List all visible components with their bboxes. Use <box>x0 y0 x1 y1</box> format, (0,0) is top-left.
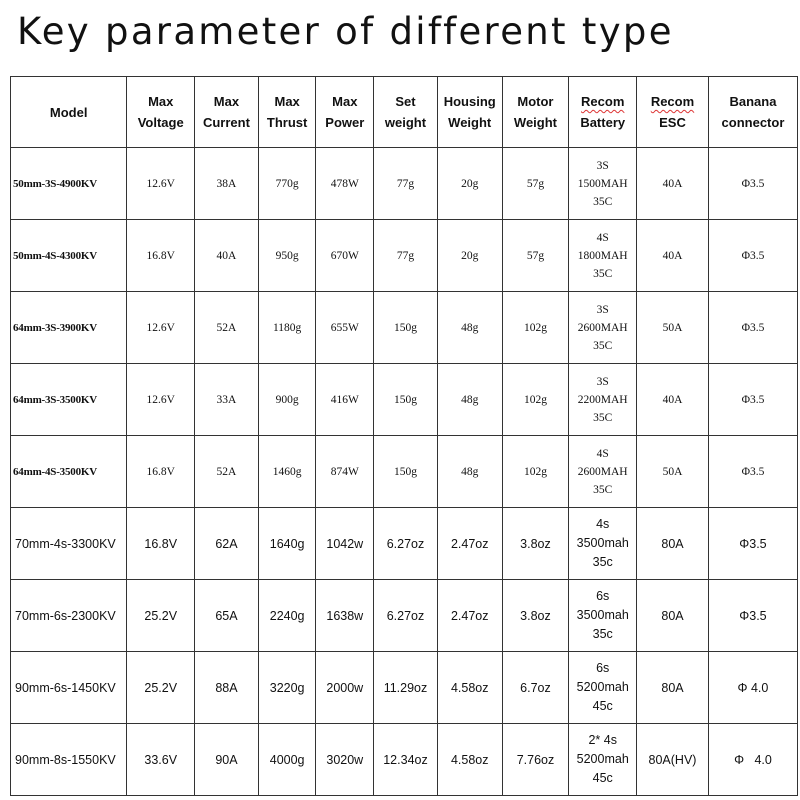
cell-model: 50mm-3S-4900KV <box>11 148 127 220</box>
cell-connector: Φ3.5 <box>708 292 797 364</box>
cell-thrust: 1180g <box>258 292 316 364</box>
cell-battery: 3S 2200MAH 35C <box>569 364 637 436</box>
cell-esc: 80A <box>637 580 709 652</box>
cell-voltage: 12.6V <box>127 364 195 436</box>
cell-connector: Φ3.5 <box>708 148 797 220</box>
cell-power: 670W <box>316 220 374 292</box>
cell-set-weight: 150g <box>374 436 438 508</box>
cell-model: 90mm-8s-1550KV <box>11 724 127 796</box>
cell-set-weight: 12.34oz <box>374 724 438 796</box>
cell-housing-weight: 4.58oz <box>437 652 502 724</box>
cell-power: 416W <box>316 364 374 436</box>
cell-thrust: 4000g <box>258 724 316 796</box>
cell-motor-weight: 102g <box>502 364 569 436</box>
table-row <box>11 292 798 364</box>
cell-thrust: 2240g <box>258 580 316 652</box>
cell-set-weight: 150g <box>374 364 438 436</box>
cell-esc: 80A <box>637 508 709 580</box>
cell-current: 33A <box>195 364 259 436</box>
header-max-voltage: Max Voltage <box>127 77 195 148</box>
cell-model: 64mm-3S-3500KV <box>11 364 127 436</box>
header-max-thrust: Max Thrust <box>258 77 316 148</box>
cell-model: 50mm-4S-4300KV <box>11 220 127 292</box>
table-row <box>11 364 798 436</box>
header-recom-battery: Recom Battery <box>569 77 637 148</box>
header-model: Model <box>11 77 127 148</box>
cell-current: 90A <box>195 724 259 796</box>
cell-set-weight: 77g <box>374 148 438 220</box>
header-max-power: Max Power <box>316 77 374 148</box>
cell-housing-weight: 48g <box>437 292 502 364</box>
cell-esc: 80A(HV) <box>637 724 709 796</box>
cell-connector: Φ3.5 <box>708 364 797 436</box>
header-banana-connector: Banana connector <box>708 77 797 148</box>
header-max-current: Max Current <box>195 77 259 148</box>
cell-motor-weight: 6.7oz <box>502 652 569 724</box>
cell-battery: 6s 3500mah 35c <box>569 580 637 652</box>
cell-power: 874W <box>316 436 374 508</box>
cell-battery: 3S 1500MAH 35C <box>569 148 637 220</box>
cell-housing-weight: 20g <box>437 220 502 292</box>
cell-current: 52A <box>195 436 259 508</box>
cell-esc: 50A <box>637 292 709 364</box>
cell-power: 655W <box>316 292 374 364</box>
cell-motor-weight: 57g <box>502 220 569 292</box>
cell-housing-weight: 2.47oz <box>437 580 502 652</box>
cell-housing-weight: 48g <box>437 364 502 436</box>
cell-set-weight: 77g <box>374 220 438 292</box>
cell-motor-weight: 7.76oz <box>502 724 569 796</box>
cell-current: 62A <box>195 508 259 580</box>
cell-thrust: 900g <box>258 364 316 436</box>
cell-thrust: 1460g <box>258 436 316 508</box>
cell-voltage: 25.2V <box>127 580 195 652</box>
cell-power: 2000w <box>316 652 374 724</box>
cell-set-weight: 6.27oz <box>374 580 438 652</box>
cell-set-weight: 6.27oz <box>374 508 438 580</box>
cell-current: 65A <box>195 580 259 652</box>
table-row <box>11 148 798 220</box>
cell-voltage: 12.6V <box>127 148 195 220</box>
cell-connector: Φ3.5 <box>708 436 797 508</box>
cell-thrust: 1640g <box>258 508 316 580</box>
cell-housing-weight: 4.58oz <box>437 724 502 796</box>
cell-voltage: 25.2V <box>127 652 195 724</box>
cell-model: 90mm-6s-1450KV <box>11 652 127 724</box>
cell-esc: 40A <box>637 364 709 436</box>
header-motor-weight: Motor Weight <box>502 77 569 148</box>
cell-battery: 6s 5200mah 45c <box>569 652 637 724</box>
cell-current: 40A <box>195 220 259 292</box>
cell-battery: 2* 4s 5200mah 45c <box>569 724 637 796</box>
cell-esc: 50A <box>637 436 709 508</box>
cell-connector: Φ 4.0 <box>708 652 797 724</box>
table-row <box>11 724 798 796</box>
header-recom-esc: Recom ESC <box>637 77 709 148</box>
table-row <box>11 436 798 508</box>
cell-housing-weight: 2.47oz <box>437 508 502 580</box>
cell-thrust: 770g <box>258 148 316 220</box>
cell-power: 1638w <box>316 580 374 652</box>
cell-thrust: 950g <box>258 220 316 292</box>
cell-thrust: 3220g <box>258 652 316 724</box>
cell-voltage: 12.6V <box>127 292 195 364</box>
cell-voltage: 16.8V <box>127 220 195 292</box>
cell-motor-weight: 102g <box>502 292 569 364</box>
cell-esc: 40A <box>637 148 709 220</box>
table-row <box>11 580 798 652</box>
cell-connector: Φ3.5 <box>708 580 797 652</box>
cell-motor-weight: 3.8oz <box>502 508 569 580</box>
cell-voltage: 16.8V <box>127 436 195 508</box>
header-row <box>11 77 798 148</box>
cell-voltage: 33.6V <box>127 724 195 796</box>
cell-model: 70mm-6s-2300KV <box>11 580 127 652</box>
cell-current: 38A <box>195 148 259 220</box>
cell-housing-weight: 48g <box>437 436 502 508</box>
table-row <box>11 220 798 292</box>
header-set-weight: Set weight <box>374 77 438 148</box>
header-housing-weight: Housing Weight <box>437 77 502 148</box>
table-row <box>11 508 798 580</box>
cell-set-weight: 11.29oz <box>374 652 438 724</box>
cell-motor-weight: 3.8oz <box>502 580 569 652</box>
cell-battery: 4s 3500mah 35c <box>569 508 637 580</box>
cell-voltage: 16.8V <box>127 508 195 580</box>
cell-model: 64mm-3S-3900KV <box>11 292 127 364</box>
cell-connector: Φ3.5 <box>708 220 797 292</box>
cell-model: 64mm-4S-3500KV <box>11 436 127 508</box>
table-row <box>11 652 798 724</box>
cell-current: 52A <box>195 292 259 364</box>
cell-model: 70mm-4s-3300KV <box>11 508 127 580</box>
cell-housing-weight: 20g <box>437 148 502 220</box>
spec-table <box>10 76 798 796</box>
cell-current: 88A <box>195 652 259 724</box>
cell-connector: Φ 4.0 <box>708 724 797 796</box>
cell-motor-weight: 102g <box>502 436 569 508</box>
cell-connector: Φ3.5 <box>708 508 797 580</box>
cell-esc: 80A <box>637 652 709 724</box>
cell-battery: 3S 2600MAH 35C <box>569 292 637 364</box>
cell-battery: 4S 2600MAH 35C <box>569 436 637 508</box>
cell-esc: 40A <box>637 220 709 292</box>
cell-power: 478W <box>316 148 374 220</box>
cell-power: 3020w <box>316 724 374 796</box>
cell-power: 1042w <box>316 508 374 580</box>
cell-set-weight: 150g <box>374 292 438 364</box>
cell-motor-weight: 57g <box>502 148 569 220</box>
page-title: Key parameter of different type <box>17 10 674 53</box>
cell-battery: 4S 1800MAH 35C <box>569 220 637 292</box>
